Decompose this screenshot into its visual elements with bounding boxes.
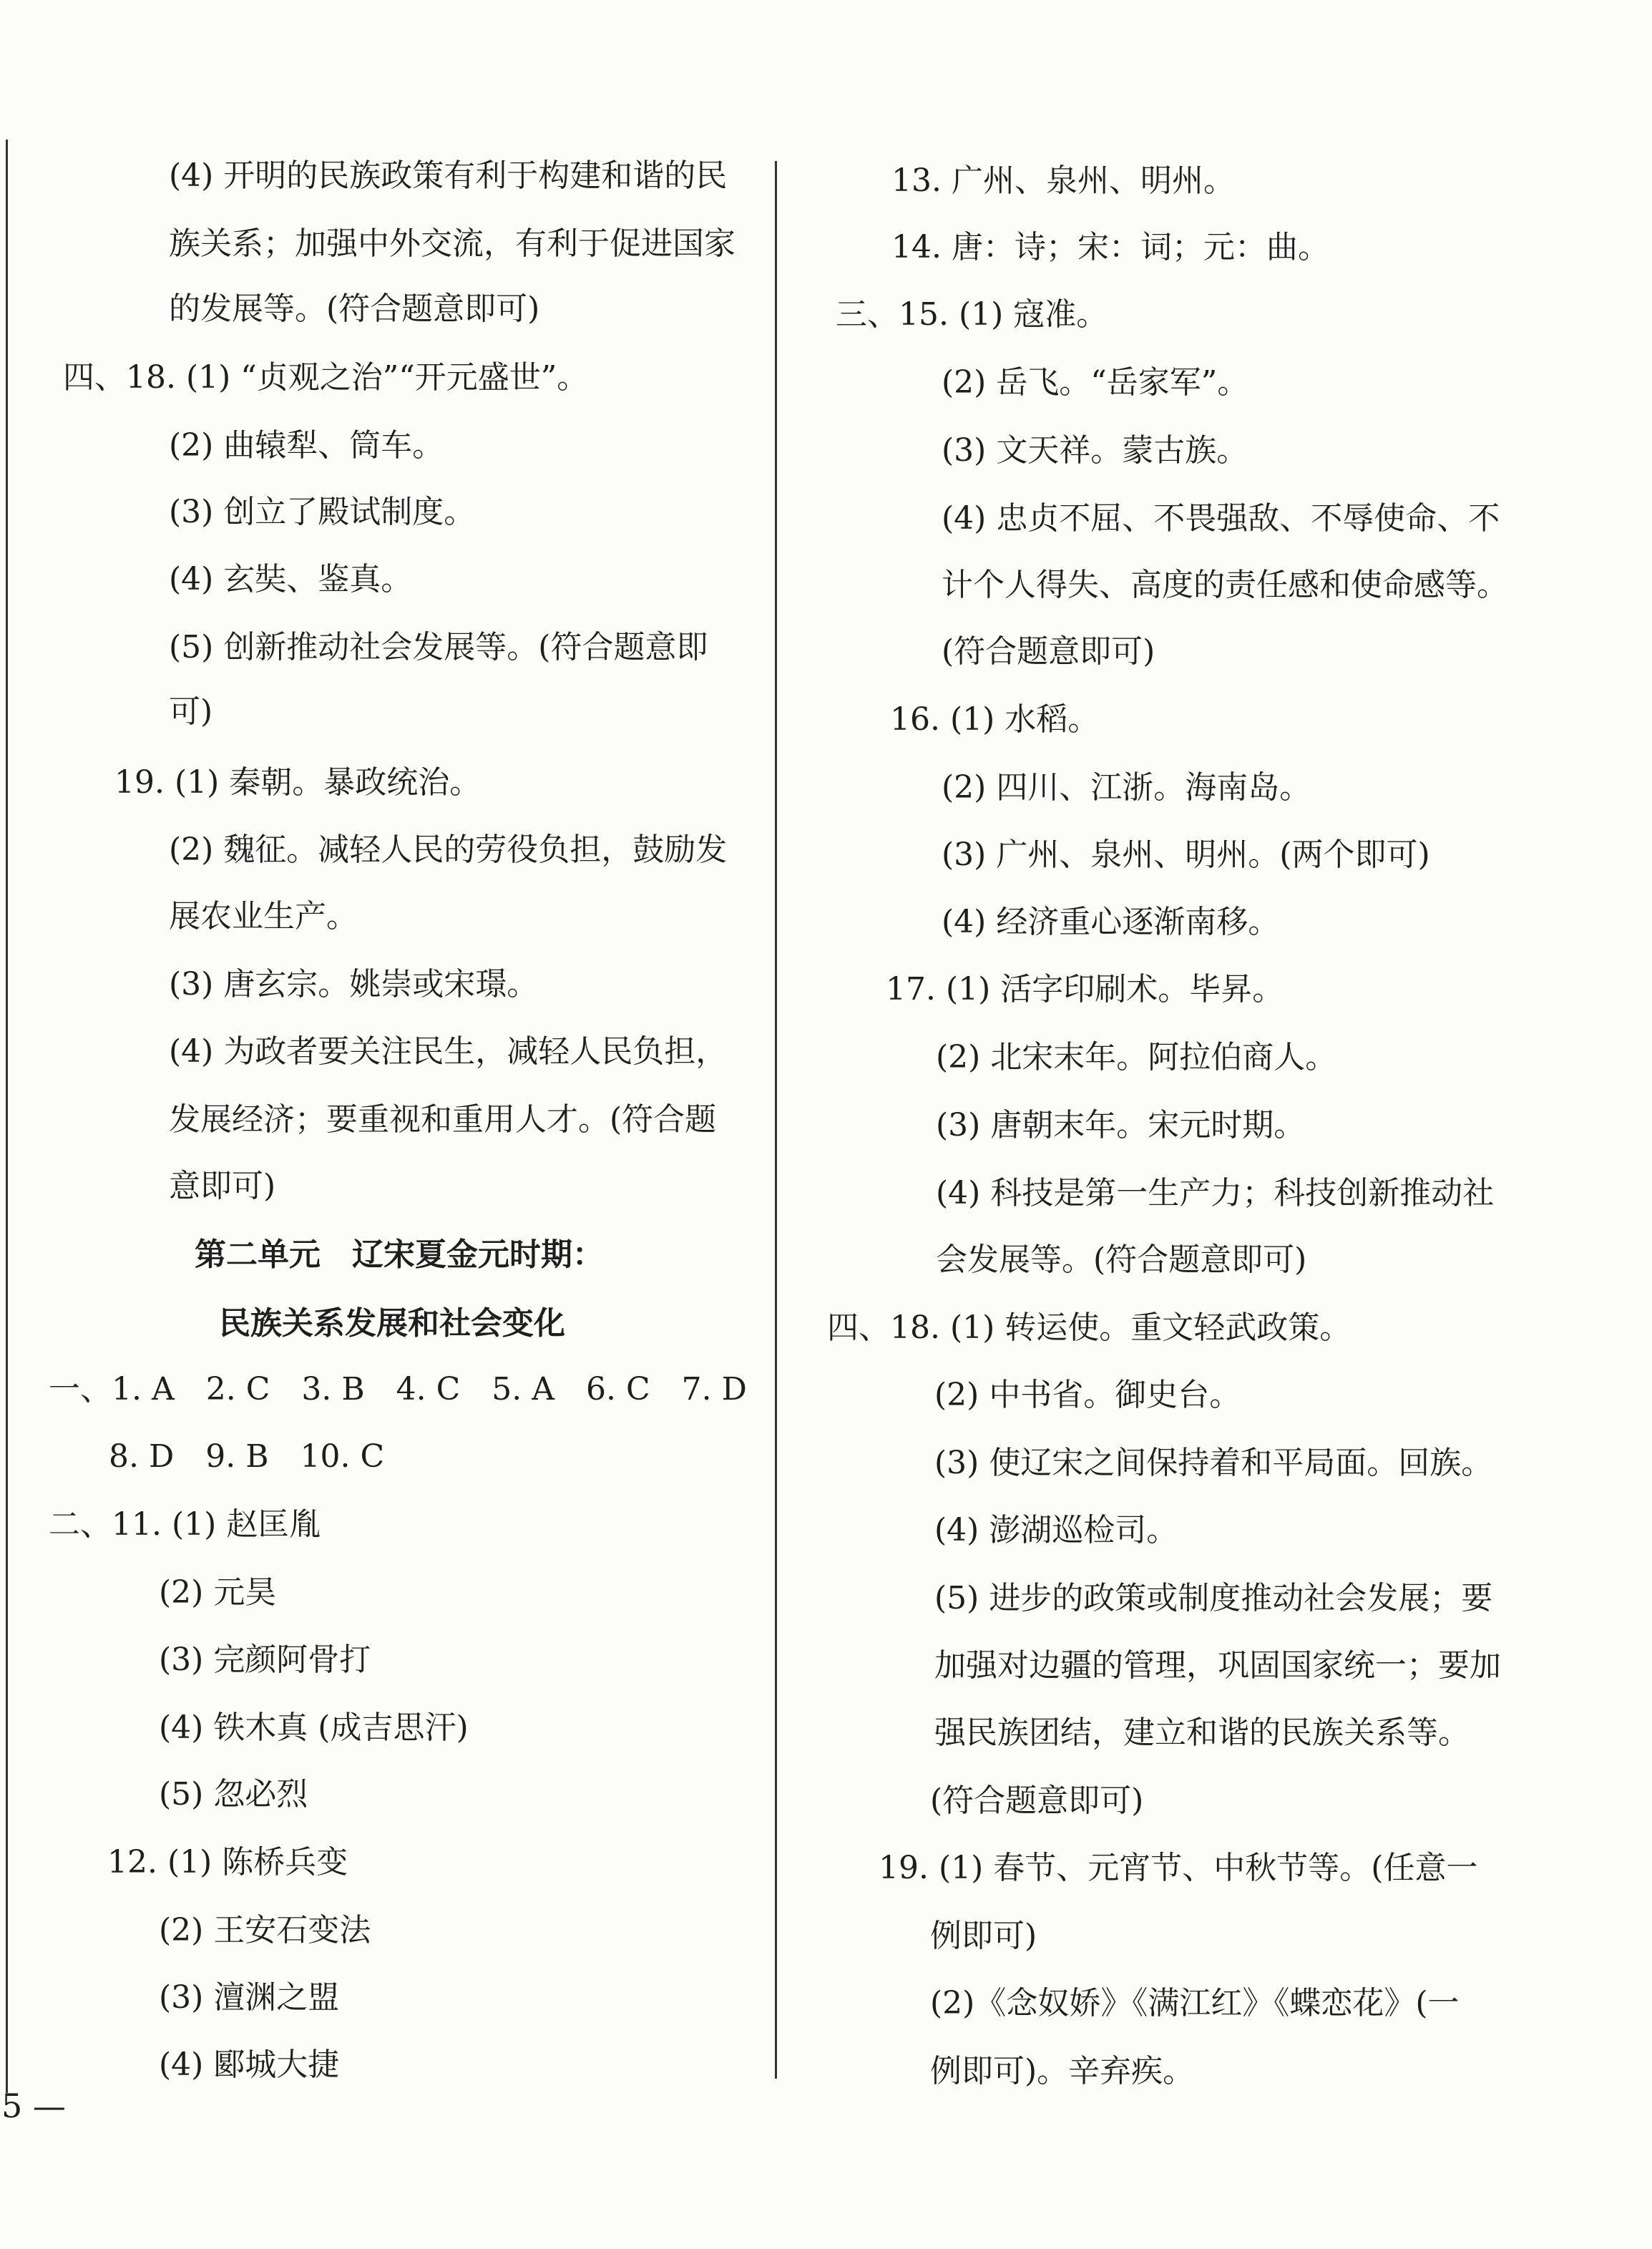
left-line-13: (3) 唐玄宗。姚崇或宋璟。 [169,966,539,1002]
left-line-7: (4) 玄奘、鉴真。 [169,561,413,597]
left-line-29: (4) 郾城大捷 [159,2046,340,2083]
right-line-27: 例即可) [930,1918,1037,1954]
right-line-5: (3) 文天祥。蒙古族。 [942,432,1248,469]
right-line-11: (3) 广州、泉州、明州。(两个即可) [942,836,1430,873]
right-line-16: (4) 科技是第一生产力；科技创新推动社 [936,1175,1495,1211]
right-line-12: (4) 经济重心逐渐南移。 [942,904,1280,940]
right-line-8: (符合题意即可) [942,633,1155,670]
right-line-26: 19. (1) 春节、元宵节、中秋节等。(任意一 [879,1850,1478,1886]
right-line-6: (4) 忠贞不屈、不畏强敌、不辱使命、不 [942,500,1500,537]
right-line-18: 四、18. (1) 转运使。重文轻武政策。 [827,1309,1352,1346]
left-line-23: (3) 完颜阿骨打 [159,1641,371,1678]
left-line-26: 12. (1) 陈桥兵变 [107,1844,348,1880]
left-line-16: 意即可) [169,1168,276,1204]
left-line-2: 族关系；加强中外交流，有利于促进国家 [169,225,735,262]
unit-heading-line-1: 第二单元 辽宋夏金元时期： [195,1236,604,1273]
right-line-28: (2)《念奴娇》《满江红》《蝶恋花》(一 [930,1985,1460,2021]
left-line-5: (2) 曲辕犁、筒车。 [169,427,444,464]
left-line-19: 一、1. A 2. C 3. B 4. C 5. A 6. C 7. D [49,1371,747,1408]
right-line-19: (2) 中书省。御史台。 [934,1377,1241,1413]
right-line-23: 加强对边疆的管理，巩固国家统一；要加 [934,1647,1501,1684]
left-line-9: 可) [169,693,213,730]
left-line-4: 四、18. (1) “贞观之治”“开元盛世”。 [63,359,589,396]
right-line-10: (2) 四川、江浙。海南岛。 [942,769,1311,806]
right-line-4: (2) 岳飞。“岳家军”。 [942,364,1249,401]
right-line-25: (符合题意即可) [930,1782,1144,1819]
right-line-3: 三、15. (1) 寇准。 [836,296,1108,333]
left-line-8: (5) 创新推动社会发展等。(符合题意即 [169,629,708,665]
left-line-6: (3) 创立了殿试制度。 [169,494,476,530]
left-line-20: 8. D 9. B 10. C [109,1438,385,1475]
right-line-2: 14. 唐：诗；宋：词；元：曲。 [891,229,1329,265]
left-line-10: 19. (1) 秦朝。暴政统治。 [114,764,482,801]
page-number: 5 — [1,2087,66,2125]
right-line-21: (4) 澎湖巡检司。 [934,1512,1178,1548]
right-line-29: 例即可)。辛弃疾。 [930,2053,1195,2089]
right-line-24: 强民族团结，建立和谐的民族关系等。 [934,1714,1470,1751]
right-line-7: 计个人得失、高度的责任感和使命感等。 [942,567,1508,603]
left-line-28: (3) 澶渊之盟 [159,1979,340,2016]
unit-heading-line-2: 民族关系发展和社会变化 [219,1305,565,1342]
left-line-14: (4) 为政者要关注民生，减轻人民负担， [169,1033,728,1070]
left-line-12: 展农业生产。 [169,898,358,935]
left-line-24: (4) 铁木真 (成吉思汗) [159,1709,469,1746]
left-line-27: (2) 王安石变法 [159,1912,371,1948]
left-line-21: 二、11. (1) 赵匡胤 [49,1506,321,1543]
right-line-9: 16. (1) 水稻。 [890,701,1100,738]
left-line-1: (4) 开明的民族政策有利于构建和谐的民 [169,157,728,194]
left-line-11: (2) 魏征。减轻人民的劳役负担，鼓励发 [169,831,728,868]
right-line-20: (3) 使辽宋之间保持着和平局面。回族。 [934,1445,1493,1481]
right-line-13: 17. (1) 活字印刷术。毕昇。 [886,971,1284,1008]
right-line-17: 会发展等。(符合题意即可) [936,1241,1307,1278]
right-line-1: 13. 广州、泉州、明州。 [891,162,1235,199]
left-line-25: (5) 忽必烈 [159,1776,308,1813]
left-line-22: (2) 元昊 [159,1574,277,1611]
left-line-3: 的发展等。(符合题意即可) [169,291,540,327]
right-line-22: (5) 进步的政策或制度推动社会发展；要 [934,1580,1493,1616]
right-line-14: (2) 北宋末年。阿拉伯商人。 [936,1039,1337,1075]
column-divider [775,161,777,2079]
left-margin-rule [6,140,8,2093]
left-line-15: 发展经济；要重视和重用人才。(符合题 [169,1101,717,1138]
right-line-15: (3) 唐朝末年。宋元时期。 [936,1107,1306,1143]
